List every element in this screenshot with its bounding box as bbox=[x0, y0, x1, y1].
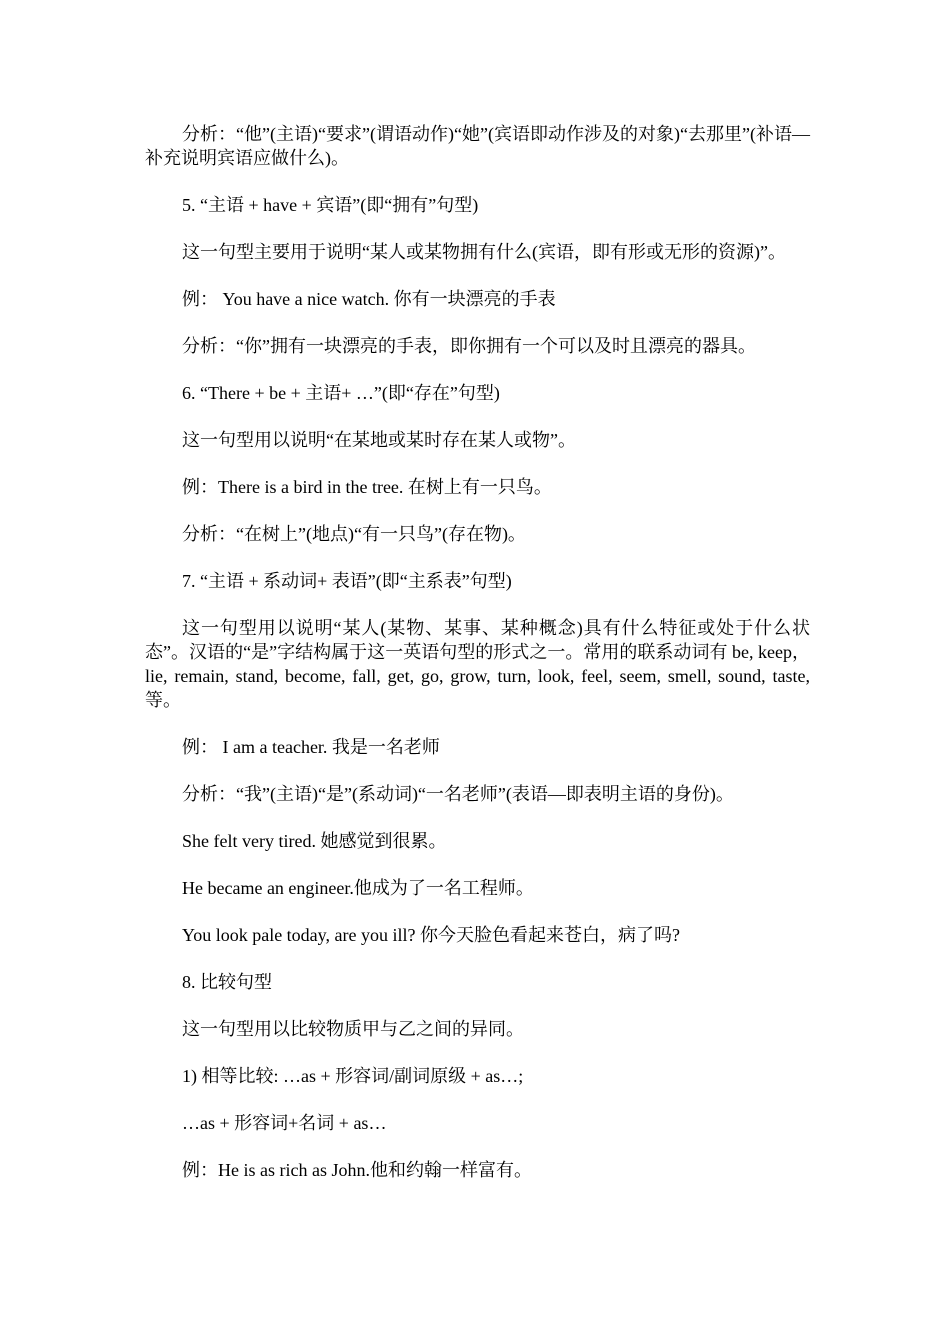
paragraph-example-7d: You look pale today, are you ill? 你今天脸色看起来苍白，病了吗? bbox=[182, 925, 680, 945]
paragraph-equal-comparison: 1) 相等比较: …as + 形容词/副词原级 + as…; bbox=[182, 1066, 524, 1086]
paragraph-example-7c: He became an engineer.他成为了一名工程师。 bbox=[182, 878, 534, 898]
paragraph-pattern-6-description: 这一句型用以说明“在某地或某时存在某人或物”。 bbox=[182, 430, 576, 450]
paragraph-analysis-1: 分析：“他”(主语)“要求”(谓语动作)“她”(宾语即动作涉及的对象)“去那里”(补语—补充说明宾语应做什么)。 bbox=[145, 124, 810, 168]
paragraph-pattern-8-description: 这一句型用以比较物质甲与乙之间的异同。 bbox=[182, 1019, 524, 1039]
heading-pattern-6: 6. “There + be + 主语+ …”(即“存在”句型) bbox=[182, 383, 500, 403]
paragraph-example-5: 例： You have a nice watch. 你有一块漂亮的手表 bbox=[182, 289, 556, 309]
heading-pattern-5: 5. “主语 + have + 宾语”(即“拥有”句型) bbox=[182, 195, 479, 215]
paragraph-example-7b: She felt very tired. 她感觉到很累。 bbox=[182, 831, 447, 851]
heading-pattern-7: 7. “主语 + 系动词+ 表语”(即“主系表”句型) bbox=[182, 571, 512, 591]
paragraph-pattern-5-description: 这一句型主要用于说明“某人或某物拥有什么(宾语，即有形或无形的资源)”。 bbox=[182, 242, 786, 262]
paragraph-example-6: 例：There is a bird in the tree. 在树上有一只鸟。 bbox=[182, 477, 552, 497]
heading-pattern-8: 8. 比较句型 bbox=[182, 972, 272, 992]
paragraph-pattern-7-description: 这一句型用以说明“某人(某物、某事、某种概念)具有什么特征或处于什么状态”。汉语的“是”字结构属于这一英语句型的形式之一。常用的联系动词有 be, keep，lie, remain, stand, become, fall, get, go, grow, turn, look, feel, seem, smell, sound, taste, 等。 bbox=[145, 618, 810, 710]
paragraph-analysis-5: 分析：“你”拥有一块漂亮的手表，即你拥有一个可以及时且漂亮的器具。 bbox=[182, 336, 756, 356]
paragraph-analysis-6: 分析：“在树上”(地点)“有一只鸟”(存在物)。 bbox=[182, 524, 526, 544]
paragraph-equal-comparison-form2: …as + 形容词+名词 + as… bbox=[182, 1113, 387, 1133]
paragraph-example-8: 例：He is as rich as John.他和约翰一样富有。 bbox=[182, 1160, 532, 1180]
document-page bbox=[145, 122, 810, 1182]
paragraph-example-7: 例： I am a teacher. 我是一名老师 bbox=[182, 737, 440, 757]
paragraph-analysis-7: 分析：“我”(主语)“是”(系动词)“一名老师”(表语—即表明主语的身份)。 bbox=[182, 784, 734, 804]
